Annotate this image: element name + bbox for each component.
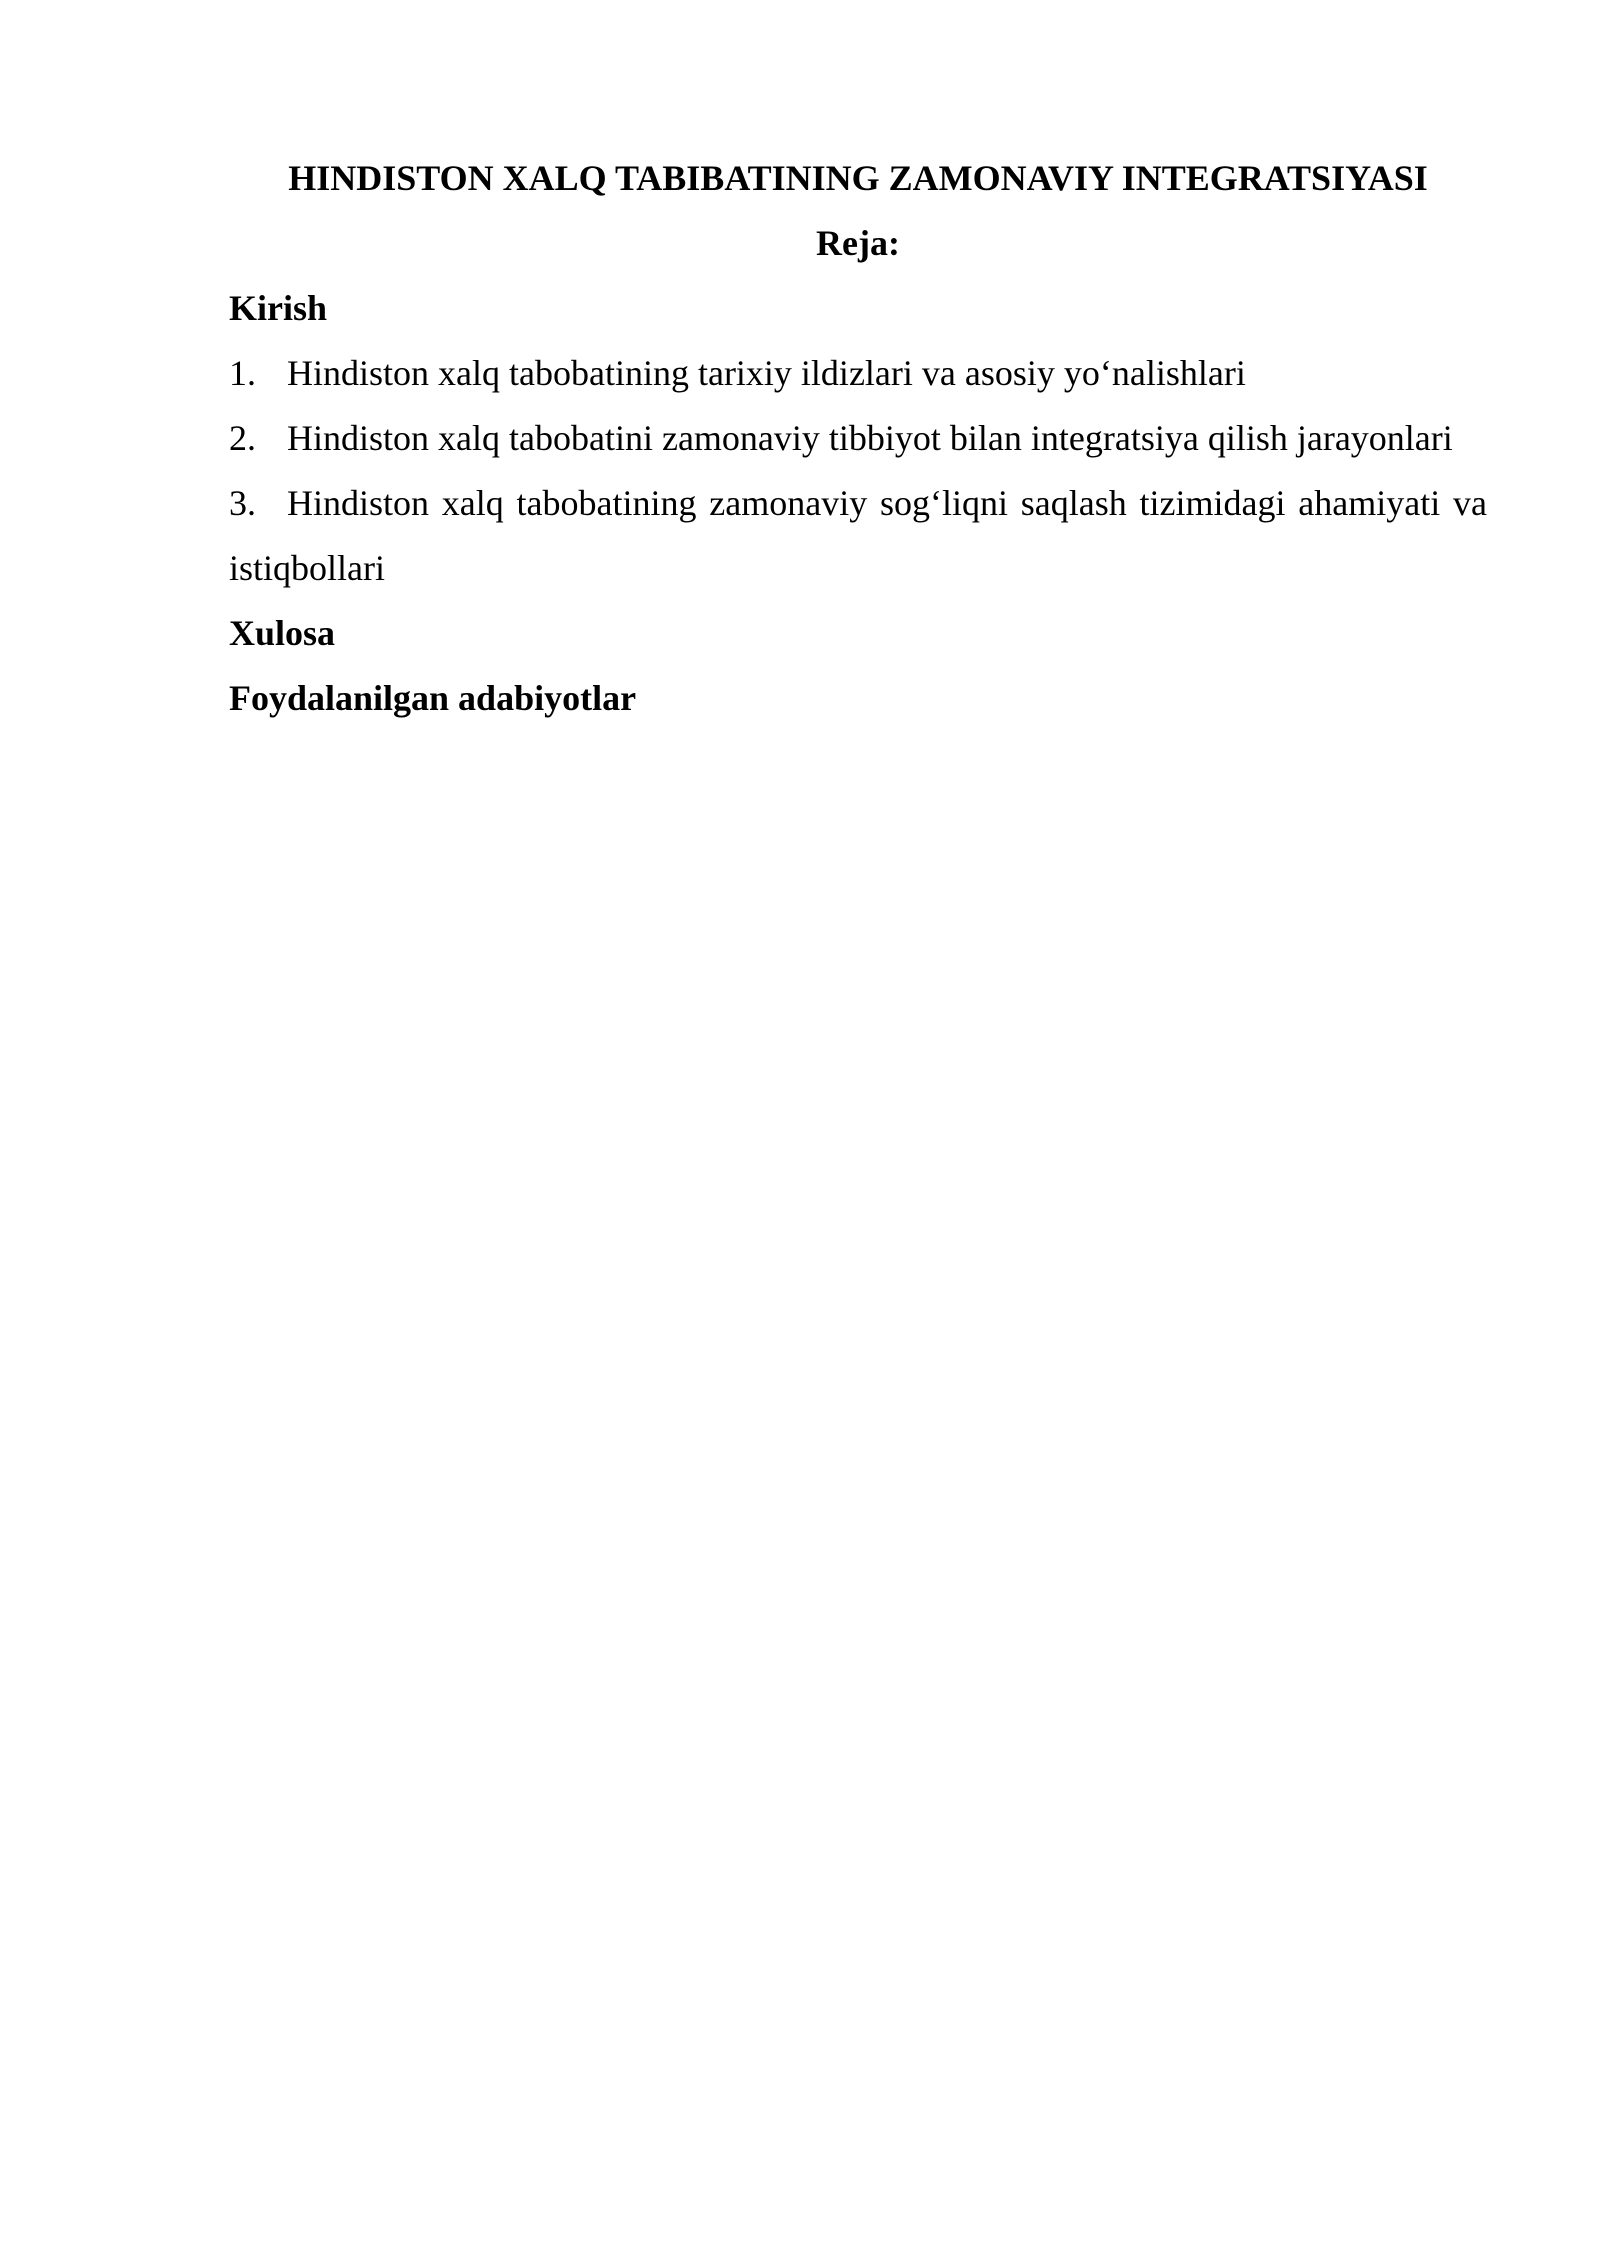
plan-item-text: Hindiston xalq tabobatining tarixiy ildizlari va asosiy yo‘nalishlari [287, 353, 1246, 393]
plan-subtitle: Reja: [816, 223, 900, 263]
plan-item-text: Hindiston xalq tabobatini zamonaviy tibbiyot bilan integratsiya qilish jarayonlari [287, 418, 1453, 458]
plan-item [229, 406, 1487, 471]
conclusion-heading: Xulosa [229, 613, 336, 653]
plan-item-number: 3. [229, 483, 256, 523]
document-page [229, 146, 1487, 731]
plan-item [229, 341, 1487, 406]
plan-item-text: Hindiston xalq tabobatining zamonaviy sog‘liqni saqlash tizimidagi ahamiyati va istiqbollari [229, 483, 1487, 588]
intro-heading: Kirish [229, 288, 328, 328]
plan-item-number: 1. [229, 353, 256, 393]
references-heading: Foydalanilgan adabiyotlar [229, 678, 637, 718]
document-title: HINDISTON XALQ TABIBATINING ZAMONAVIY INTEGRATSIYASI [288, 158, 1428, 198]
plan-item-number: 2. [229, 418, 256, 458]
plan-item [229, 471, 1487, 601]
